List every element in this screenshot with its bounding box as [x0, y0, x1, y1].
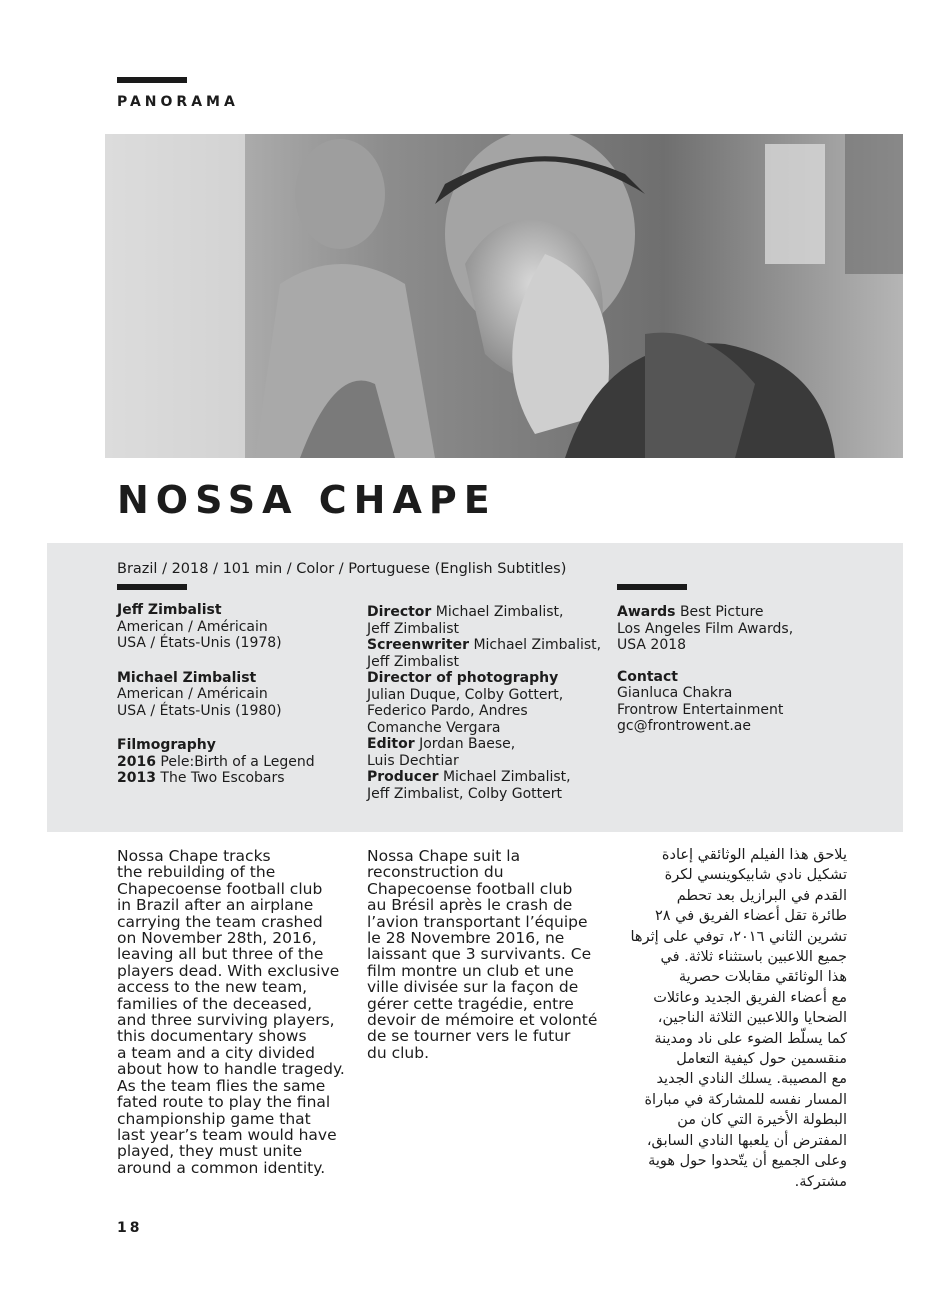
director-country-year: USA / États-Unis (1978) — [117, 635, 282, 651]
credit-dop-line: Julian Duque, Colby Gottert, — [367, 686, 564, 703]
synopsis-arabic: يلاحق هذا الفيلم الوثائقي إعادة تشكيل نادي شابيكوينسي لكرة القدم في البرازيل بعد تحطم طائرة تقل أعضاء الفريق في ٢٨ تشرين الثاني ٢٠١٦، توفي على إثرها جميع اللاعبين باستثناء ثلاثة. في هذا الوثائقي مقابلات حصرية مع أعضاء الفريق الجديد وعائلات الضحايا واللاعبين الثلاثة الناجين، كما يسلّط الضوء على ناد ومدينة منقسمين حول كيفية التعامل مع المصيبة. يسلك النادي الجديد المسار نفسه للمشاركة في مباراة البطولة الأخيرة التي كان من المفترض أن يلعبها النادي السابق، وعلى الجميع أن يتّحدوا حول هوية مشتركة. — [630, 847, 847, 1190]
credit-editor-cont: Luis Dechtiar — [367, 752, 459, 769]
contact-email: gc@frontrowent.ae — [617, 718, 751, 734]
photo-still-icon — [105, 134, 903, 458]
credit-producer-cont: Jeff Zimbalist, Colby Gottert — [367, 785, 562, 802]
director-name: Michael Zimbalist — [117, 669, 257, 686]
awards-contact-column — [617, 604, 877, 745]
credit-screenwriter: Screenwriter Michael Zimbalist, — [367, 637, 602, 653]
filmography-item: 2013 The Two Escobars — [117, 770, 285, 786]
credit-dop-line: Federico Pardo, Andres — [367, 703, 528, 719]
credit-dop-line: Comanche Vergara — [367, 719, 501, 736]
credit-screenwriter-cont: Jeff Zimbalist — [367, 653, 459, 670]
column-rule-3 — [617, 584, 687, 590]
credits-column — [367, 604, 607, 802]
director-bio-1 — [117, 602, 357, 652]
contact-heading: Contact — [617, 668, 678, 685]
synopsis-english: Nossa Chape tracks the rebuilding of the Chapecoense football club in Brazil after an airplane carrying the team crashed on November 28th, 2016, leaving all but three of the players dead. With exclusive access to the new team, families of the deceased, and three surviving players, this documentary shows a team and a city divided about how to handle tragedy. As the team flies the same fated route to play the final championship game that last year’s team would have played, they must unite around a common identity. — [117, 847, 345, 1177]
column-rule-1 — [117, 584, 187, 590]
director-bio-2 — [117, 670, 357, 720]
credit-editor: Editor Jordan Baese, — [367, 736, 516, 752]
contact-name: Gianluca Chakra — [617, 685, 733, 701]
awards-line: Awards Best Picture — [617, 604, 764, 620]
film-still-photo — [105, 134, 903, 458]
synopsis-french: Nossa Chape suit la reconstruction du Chapecoense football club au Brésil après le crash de l’avion transportant l’équipe le 28 Novembre 2016, ne laissant que 3 survivants. Ce film montre un club et une ville divisée sur la façon de gérer cette tragédie, entre devoir de mémoire et volonté de se tourner vers le futur du club. — [367, 847, 598, 1062]
page-number: 18 — [117, 1220, 143, 1236]
filmography-item: 2016 Pele:Birth of a Legend — [117, 753, 315, 770]
film-meta-line: Brazil / 2018 / 101 min / Color / Portuguese (English Subtitles) — [117, 561, 567, 577]
awards-line: USA 2018 — [617, 637, 687, 653]
filmography — [117, 737, 357, 787]
credit-producer: Producer Michael Zimbalist, — [367, 769, 571, 785]
contact — [617, 669, 877, 735]
filmography-heading: Filmography — [117, 737, 216, 753]
director-nationality: American / Américain — [117, 618, 268, 635]
film-title: NOSSA CHAPE — [117, 478, 497, 522]
contact-company: Frontrow Entertainment — [617, 701, 784, 718]
awards — [617, 604, 877, 654]
director-nationality: American / Américain — [117, 686, 268, 702]
directors-column — [117, 602, 357, 797]
director-name: Jeff Zimbalist — [117, 602, 222, 618]
section-accent-bar — [117, 77, 187, 83]
director-country-year: USA / États-Unis (1980) — [117, 702, 282, 719]
awards-line: Los Angeles Film Awards, — [617, 620, 794, 637]
credit-director: Director Michael Zimbalist, — [367, 604, 564, 620]
credit-director-cont: Jeff Zimbalist — [367, 620, 459, 637]
section-label: PANORAMA — [117, 94, 239, 110]
credit-dop: Director of photography — [367, 670, 559, 686]
